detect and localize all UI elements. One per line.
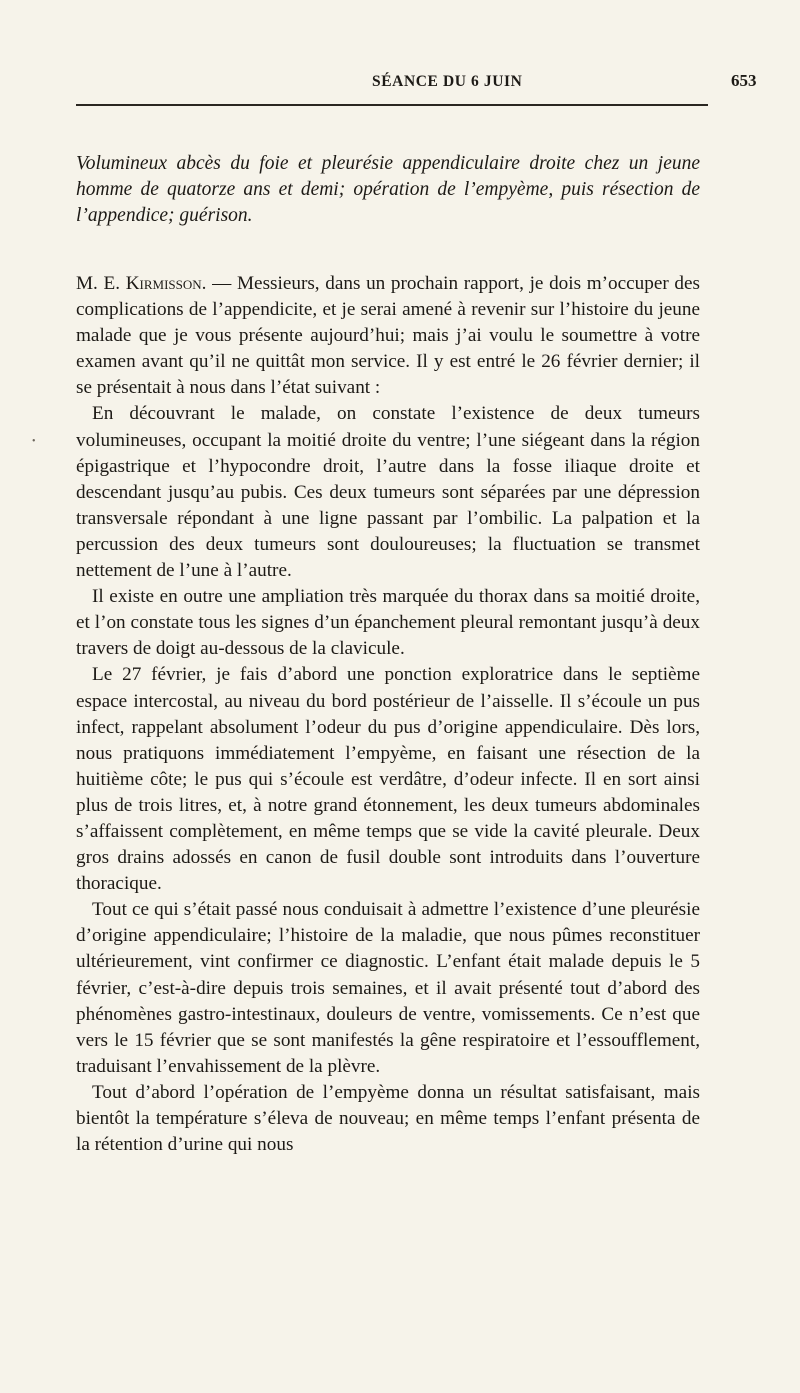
running-title: SÉANCE DU 6 JUIN (372, 73, 523, 90)
margin-speck: • (32, 436, 36, 447)
paragraph-1 (76, 271, 700, 401)
paragraph-1-text: — Messieurs, dans un prochain rapport, je dois m’occuper des complications de l’appendicite, et je serai amené à revenir sur l’histoire du jeune malade que je vous présente aujourd’hui; mais j’ai voulu le soumettre à votre examen avant qu’il ne quittât mon service. Il y est entré le 26 février dernier; il se présentait à nous dans l’état suivant : (76, 273, 701, 399)
header-rule (76, 104, 708, 106)
paragraph-3: Il existe en outre une ampliation très marquée du thorax dans sa moitié droite, et l’on constate tous les signes d’un épanchement pleural remontant jusqu’à deux travers de doigt au-dessous de la clavicule. (76, 586, 700, 660)
page-number: 653 (731, 71, 757, 90)
paragraph-2: En découvrant le malade, on constate l’existence de deux tumeurs volumineuses, occupant la moitié droite du ventre; l’une siégeant dans la région épigastrique et l’hypocondre droit, l’autre dans la fosse iliaque droite et descendant jusqu’au pubis. Ces deux tumeurs sont séparées par une dépression transversale répondant à une ligne passant par l’ombilic. La palpation et la percussion des deux tumeurs sont douloureuses; la fluctuation se transmet nettement de l’une à l’autre. (76, 403, 700, 582)
paragraph-4: Le 27 février, je fais d’abord une ponction exploratrice dans le septième espace intercostal, au niveau du bord postérieur de l’aisselle. Il s’écoule un pus infect, rappelant absolument l’odeur du pus d’origine appendiculaire. Dès lors, nous pratiquons immédiatement l’empyème, en faisant une résection de la huitième côte; le pus qui s’écoule est verdâtre, d’odeur infecte. Il en sort ainsi plus de trois litres, et, à notre grand étonnement, les deux tumeurs abdominales s’affaissent complètement, en même temps que se vide la cavité pleurale. Deux gros drains adossés en canon de fusil double sont introduits dans l’ouverture thoracique. (76, 664, 700, 895)
paragraph-6: Tout d’abord l’opération de l’empyème donna un résultat satisfaisant, mais bientôt la température s’éleva de nouveau; en même temps l’enfant présenta de la rétention d’urine qui nous (76, 1081, 700, 1156)
article-body (76, 271, 700, 1158)
paragraph-5: Tout ce qui s’était passé nous conduisait à admettre l’existence d’une pleurésie d’origine appendiculaire; l’histoire de la maladie, que nous pûmes reconstituer ultérieurement, vint confirmer ce diagnostic. L’enfant était malade depuis le 5 février, c’est-à-dire depuis trois semaines, et il avait présenté tout d’abord des phénomènes gastro-intestinaux, douleurs de ventre, vomissements. Ce n’est que vers le 15 février que se sont manifestés la gêne respiratoire et l’essoufflement, traduisant l’envahissement de la plèvre. (76, 899, 700, 1077)
speaker-name: M. E. Kirmisson. (76, 273, 207, 294)
article-title: Volumineux abcès du foie et pleurésie appendiculaire droite chez un jeune homme de quatorze ans et demi; opération de l’empyème, puis résection de l’appendice; guérison. (76, 153, 700, 226)
running-header (76, 0, 757, 104)
